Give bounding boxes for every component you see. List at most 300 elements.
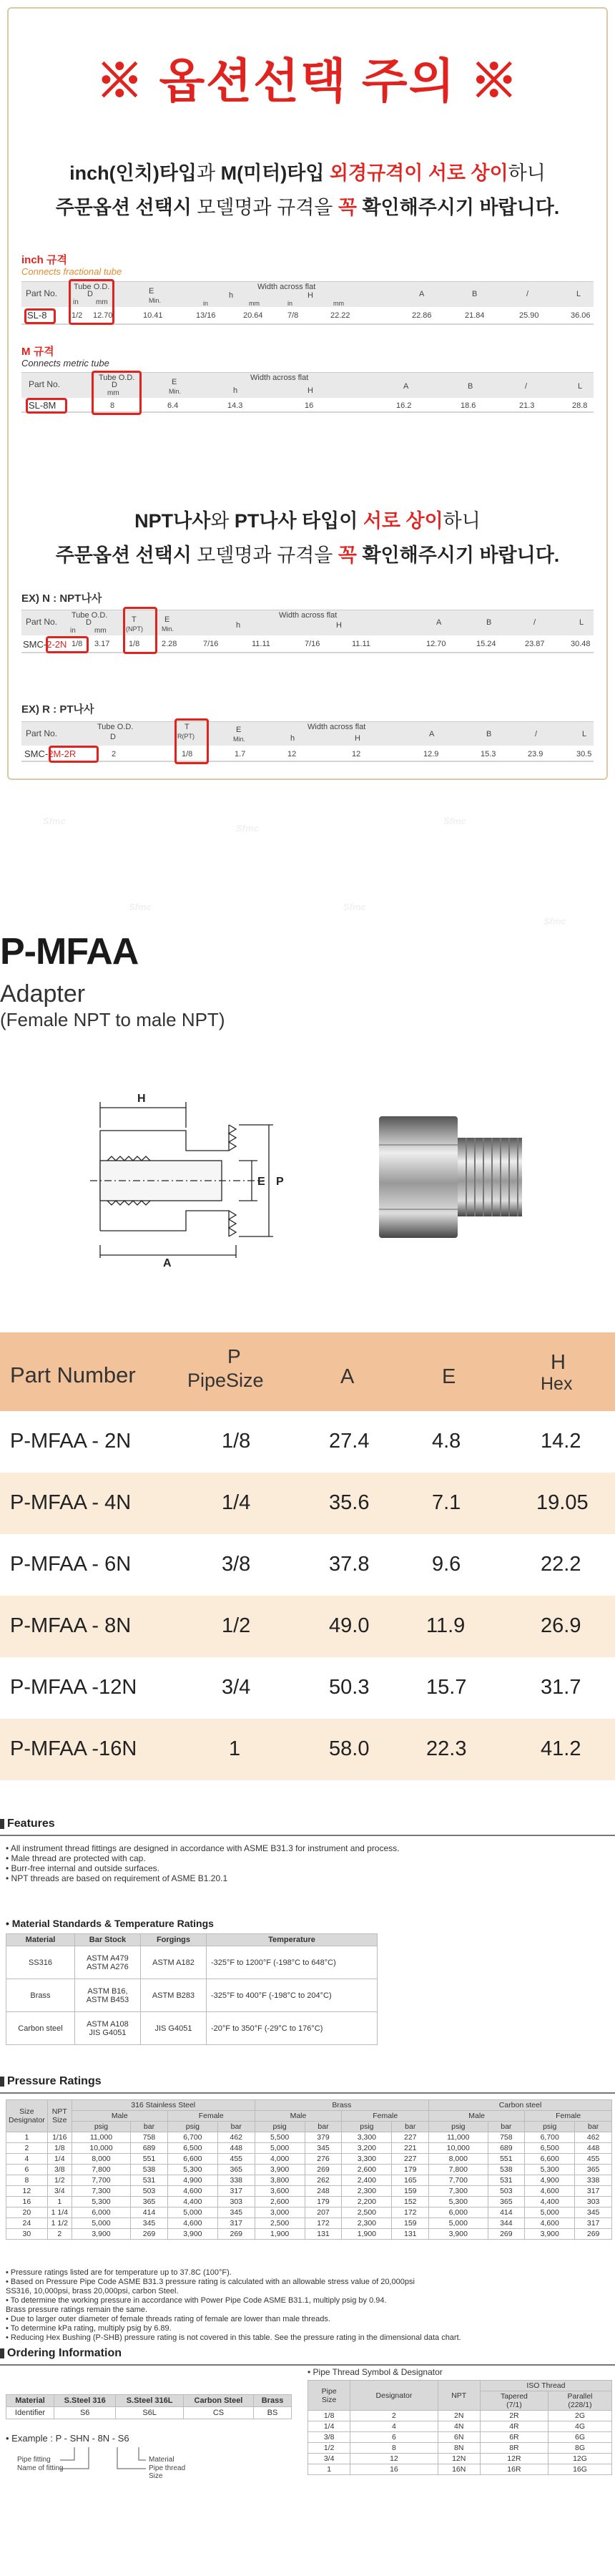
cell: 7,700 xyxy=(72,2175,130,2186)
feature-text: Male thread are protected with cap. xyxy=(11,1853,146,1863)
metric-row-H: 16 xyxy=(305,401,314,410)
cell: BS xyxy=(254,2407,292,2419)
pt-row-t: 1/8 xyxy=(182,750,193,758)
metric-row-h: 14.3 xyxy=(227,401,243,410)
notice-line-1 xyxy=(0,157,615,185)
cell: 338 xyxy=(575,2175,612,2186)
metric-hdr-slash: / xyxy=(525,382,528,391)
table-row xyxy=(6,2207,612,2218)
note-text: Pressure ratings listed are for temperature up to 37.8C (100°F). xyxy=(10,2268,232,2277)
npt-hdr-a: A xyxy=(436,618,442,627)
th-bar: bar xyxy=(392,2122,429,2132)
pt-row-l: 30.5 xyxy=(576,750,592,758)
pt-row-slash: 23.9 xyxy=(528,750,543,758)
cell-part: P-MFAA - 8N xyxy=(10,1614,132,1637)
table-row xyxy=(0,1411,615,1473)
npt-row-H-in: 7/16 xyxy=(305,640,320,648)
note-text: Based on Pressure Pipe Code ASME B31.3 pressure rating is calculated with an allowable stress value of 20,000psi xyxy=(10,2278,415,2286)
inch-hdr-e: E xyxy=(149,287,154,296)
th-bar: bar xyxy=(488,2122,525,2132)
inch-hdr-l: L xyxy=(576,290,581,298)
th-tapered: Tapered (7/1) xyxy=(480,2391,548,2411)
note: • Pressure ratings listed are for temperature up to 37.8C (100°F). xyxy=(6,2268,232,2277)
cell: 3,900 xyxy=(429,2229,488,2240)
note: • Based on Pressure Pipe Code ASME B31.3 pressure rating is calculated with an allowable stress value of 20,000psi xyxy=(6,2278,415,2286)
cell: 5,300 xyxy=(72,2197,130,2207)
npt-row-h-in: 7/16 xyxy=(203,640,219,648)
table-row xyxy=(0,1534,615,1596)
text-check: 확인해주시기 바랍니다. xyxy=(356,197,560,218)
pt-hdr-e: E xyxy=(236,726,242,734)
metric-od-highlight xyxy=(92,371,142,415)
cell: 6,000 xyxy=(429,2207,488,2218)
cell: 414 xyxy=(488,2207,525,2218)
th-male: Male xyxy=(255,2111,342,2122)
cell-a: 35.6 xyxy=(329,1491,370,1514)
cell: 8N xyxy=(438,2443,480,2454)
th-bar: bar xyxy=(305,2122,342,2132)
cell: 269 xyxy=(305,2165,342,2175)
metric-row-l: 28.8 xyxy=(572,401,588,410)
cell: SS316 xyxy=(6,1946,75,1979)
cell: 5,300 xyxy=(167,2165,217,2175)
col-h-sub: Hex xyxy=(541,1374,573,1394)
text-order-option: 주문옵션 선택시 xyxy=(55,197,192,218)
cell: 269 xyxy=(488,2229,525,2240)
cell: 3/4 xyxy=(308,2454,350,2464)
npt-hdr-l: L xyxy=(579,618,584,627)
cell: 455 xyxy=(575,2154,612,2165)
cell-h: 31.7 xyxy=(541,1676,581,1699)
metric-row-d: 8 xyxy=(110,401,115,410)
cell: 16N xyxy=(438,2464,480,2475)
cell: 758 xyxy=(488,2132,525,2143)
th-psig: psig xyxy=(342,2122,392,2132)
cell: 551 xyxy=(131,2154,168,2165)
cell: 4,600 xyxy=(167,2186,217,2197)
cell: 227 xyxy=(392,2154,429,2165)
cell: 10,000 xyxy=(72,2143,130,2154)
text-npt: NPT나사 xyxy=(134,510,211,532)
cell: 365 xyxy=(575,2165,612,2175)
note: • To determine the working pressure in accordance with Power Pipe Code ASME B31.1, multiply psig by 0.94. xyxy=(6,2296,387,2305)
cell: 1,900 xyxy=(255,2229,305,2240)
npt-row-h-mm: 11.11 xyxy=(252,640,270,648)
cell: -20°F to 350°F (-29°C to 176°C) xyxy=(207,2012,378,2045)
th-bar-stock: Bar Stock xyxy=(74,1934,140,1946)
cell-a: 27.4 xyxy=(329,1430,370,1453)
cell: 3/8 xyxy=(308,2432,350,2443)
cell: 345 xyxy=(305,2143,342,2154)
pt-hdr-d: D xyxy=(110,733,116,741)
notice-title: ※ 옵션선택 주의 ※ xyxy=(96,54,519,107)
th-forgings: Forgings xyxy=(140,1934,206,1946)
npt-hdr-t: T xyxy=(132,615,137,624)
ordering-title: Ordering Information xyxy=(7,2347,122,2359)
cell: ASTM B16, ASTM B453 xyxy=(74,1979,140,2012)
pt-hdr-H: H xyxy=(355,734,360,743)
note-text: Brass pressure ratings remain the same. xyxy=(6,2306,148,2314)
pt-part-highlight xyxy=(49,746,99,763)
npt-hdr-tsub: (NPT) xyxy=(126,625,143,633)
cell: 462 xyxy=(575,2132,612,2143)
cell: 8 xyxy=(6,2175,48,2186)
cell: 448 xyxy=(217,2143,255,2154)
th-psig: psig xyxy=(255,2122,305,2132)
table-row xyxy=(308,2464,612,2475)
cell: 3,800 xyxy=(255,2175,305,2186)
cell-a: 37.8 xyxy=(329,1553,370,1576)
cell: 4,600 xyxy=(167,2218,217,2229)
dimensions-table-header xyxy=(0,1332,615,1411)
cell: 2,600 xyxy=(255,2197,305,2207)
inch-row-mm: 12.70 xyxy=(93,311,113,320)
cell: 3,600 xyxy=(255,2186,305,2197)
pt-row-part: SMC-2M-2R xyxy=(24,748,77,759)
th: Carbon Steel xyxy=(183,2395,253,2407)
cell: 159 xyxy=(392,2186,429,2197)
cell: 5,000 xyxy=(255,2143,305,2154)
metric-row-part: SL-8M xyxy=(29,400,56,411)
cell: 6,000 xyxy=(72,2207,130,2218)
text-pt: PT나사 xyxy=(234,510,297,532)
cell: 4 xyxy=(350,2421,438,2432)
table-row xyxy=(6,2218,612,2229)
cell: 551 xyxy=(488,2154,525,2165)
cell: 131 xyxy=(392,2229,429,2240)
cell: 5,000 xyxy=(167,2207,217,2218)
note: • Due to larger outer diameter of female threads rating of female are lower than male threads. xyxy=(6,2315,330,2323)
ordering-heading xyxy=(0,2347,615,2366)
cell: 11,000 xyxy=(429,2132,488,2143)
pt-row-H: 12 xyxy=(352,750,361,758)
dim-e-label: E xyxy=(257,1176,265,1188)
table-row xyxy=(6,2197,612,2207)
cell: 221 xyxy=(392,2143,429,2154)
cell: 165 xyxy=(392,2175,429,2186)
inch-hdr-h-in: in xyxy=(203,300,209,307)
cell: ASTM B283 xyxy=(140,1979,206,2012)
watermark: Sfmc xyxy=(129,902,152,912)
npt-hdr-e: E xyxy=(164,615,170,624)
inch-hdr-a: A xyxy=(419,290,425,298)
product-photo-svg xyxy=(372,1102,529,1252)
text-type: 타입이 xyxy=(296,510,363,532)
pt-t-highlight xyxy=(174,718,209,764)
cell: 6,500 xyxy=(167,2143,217,2154)
th-bar: bar xyxy=(131,2122,168,2132)
th-designator: Designator xyxy=(350,2381,438,2411)
feature-item: • All instrument thread fittings are designed in accordance with ASME B31.3 for instrument and process. xyxy=(6,1843,400,1853)
text-must: 꼭 xyxy=(338,197,357,218)
inch-hdr-b: B xyxy=(472,290,478,298)
notice-line-4 xyxy=(0,540,615,567)
th: Brass xyxy=(254,2395,292,2407)
cell: 462 xyxy=(217,2132,255,2143)
cell: 4,900 xyxy=(167,2175,217,2186)
cell: -325°F to 400°F (-198°C to 204°C) xyxy=(207,1979,378,2012)
adapter-drawing-svg xyxy=(86,1080,300,1267)
table-row xyxy=(0,1719,615,1780)
cell: 8R xyxy=(480,2443,548,2454)
cell: 5,000 xyxy=(525,2207,575,2218)
th: Material xyxy=(6,2395,54,2407)
thread-header-row-1 xyxy=(308,2381,612,2391)
cell: 345 xyxy=(217,2207,255,2218)
inch-hdr-H-mm: mm xyxy=(333,300,344,307)
cell: -325°F to 1200°F (-198°C to 648°C) xyxy=(207,1946,378,1979)
inch-row-l: 36.06 xyxy=(571,311,591,320)
note xyxy=(6,2287,612,2296)
cell: 345 xyxy=(575,2207,612,2218)
product-photo xyxy=(372,1102,529,1252)
text-hani-2: 하니 xyxy=(443,510,481,532)
watermark: Sfmc xyxy=(43,816,66,826)
cell: 2N xyxy=(438,2411,480,2421)
inch-hdr-in: in xyxy=(73,298,79,306)
cell: 269 xyxy=(575,2229,612,2240)
cell-h: 22.2 xyxy=(541,1553,581,1576)
inch-hdr-H: H xyxy=(308,291,313,300)
npt-row-part: SMC-2-2N xyxy=(23,639,67,650)
cell: JIS G4051 xyxy=(140,2012,206,2045)
th-temperature: Temperature xyxy=(207,1934,378,1946)
npt-hdr-d: D xyxy=(86,618,92,627)
cell: 5,500 xyxy=(255,2132,305,2143)
cell: 5,000 xyxy=(72,2218,130,2229)
cell: 6 xyxy=(350,2432,438,2443)
watermark: Sfmc xyxy=(236,823,259,834)
metric-sub: Connects metric tube xyxy=(21,358,109,369)
inch-hdr-d: D xyxy=(87,290,93,298)
npt-hdr-H: H xyxy=(336,621,342,630)
cell: 8,000 xyxy=(72,2154,130,2165)
cell-part: P-MFAA -16N xyxy=(10,1737,137,1760)
inch-row-part: SL-8 xyxy=(27,310,47,321)
watermark: Sfmc xyxy=(543,916,566,927)
th-female: Female xyxy=(167,2111,255,2122)
th-female: Female xyxy=(525,2111,612,2122)
note: • Reducing Hex Bushing (P-SHB) pressure rating is not covered in this table. See the pressure rating in the dimensional data chart. xyxy=(6,2333,461,2342)
th-size: Size Designator xyxy=(6,2100,48,2132)
cell: 7,300 xyxy=(72,2186,130,2197)
cell: 689 xyxy=(131,2143,168,2154)
cell: 531 xyxy=(131,2175,168,2186)
pt-label: EX) R : PT나사 xyxy=(21,703,94,716)
npt-row-e: 2.28 xyxy=(162,640,177,648)
inch-hdr-H-in: in xyxy=(287,300,293,307)
inch-row-b: 21.84 xyxy=(465,311,485,320)
cell: 303 xyxy=(575,2197,612,2207)
cell: 6G xyxy=(548,2432,612,2443)
pt-hdr-od: Tube O.D. xyxy=(97,723,134,731)
cell: 172 xyxy=(305,2218,342,2229)
cell: 262 xyxy=(305,2175,342,2186)
inch-hdr-mm: mm xyxy=(96,298,108,306)
table-row xyxy=(6,2407,292,2419)
pt-table xyxy=(21,721,594,766)
inch-row-h-mm: 20.64 xyxy=(243,311,263,320)
cell: S6L xyxy=(116,2407,184,2419)
inch-row-e: 10.41 xyxy=(143,311,163,320)
product-code: P-MFAA xyxy=(0,931,139,972)
th-bar: bar xyxy=(575,2122,612,2132)
cell: 758 xyxy=(131,2132,168,2143)
col-a: A xyxy=(340,1365,355,1388)
metric-hdr-part: Part No. xyxy=(29,379,61,389)
cell: Carbon steel xyxy=(6,2012,75,2045)
table-row xyxy=(308,2432,612,2443)
cell: 11,000 xyxy=(72,2132,130,2143)
th-material: Material xyxy=(6,1934,75,1946)
metric-hdr-od: Tube O.D. xyxy=(99,374,135,382)
cell: 538 xyxy=(131,2165,168,2175)
cell: 344 xyxy=(488,2218,525,2229)
cell: 6,700 xyxy=(525,2132,575,2143)
features-heading xyxy=(0,1818,615,1836)
cell: 365 xyxy=(131,2197,168,2207)
table-row xyxy=(308,2443,612,2454)
pt-hdr-t: T xyxy=(184,723,190,731)
cell: 6,500 xyxy=(525,2143,575,2154)
metric-row-b: 18.6 xyxy=(461,401,476,410)
cell-h: 14.2 xyxy=(541,1430,581,1453)
text-hani: 하니 xyxy=(508,162,546,184)
pt-hdr-part: Part No. xyxy=(26,728,58,738)
cell: 2,300 xyxy=(342,2186,392,2197)
pressure-title: Pressure Ratings xyxy=(7,2075,102,2087)
cell: 4,000 xyxy=(255,2154,305,2165)
inch-part-highlight xyxy=(24,308,56,324)
feature-text: All instrument thread fittings are designed in accordance with ASME B31.3 for instrument and process. xyxy=(10,1843,400,1853)
inch-hdr-waf: Width across flat xyxy=(257,283,316,291)
cell: 12 xyxy=(6,2186,48,2197)
col-part-number: Part Number xyxy=(10,1362,136,1387)
note: • To determine kPa rating, multiply psig by 6.89. xyxy=(6,2324,172,2333)
cell: 12G xyxy=(548,2454,612,2464)
cell: 2G xyxy=(548,2411,612,2421)
feature-item: • NPT threads are based on requirement of ASME B1.20.1 xyxy=(6,1873,228,1883)
table-row xyxy=(0,1473,615,1534)
cell: 2,500 xyxy=(255,2218,305,2229)
metric-row-e: 6.4 xyxy=(167,401,179,410)
pt-hdr-b: B xyxy=(486,730,492,738)
text-diff-2: 서로 상이 xyxy=(363,510,443,532)
table-row xyxy=(0,1596,615,1657)
th-psig: psig xyxy=(429,2122,488,2132)
metric-label: M 규격 xyxy=(21,346,54,358)
table-row xyxy=(308,2421,612,2432)
note-text: To determine kPa rating, multiply psig by 6.89. xyxy=(10,2324,172,2333)
cell: 4 xyxy=(6,2154,48,2165)
inch-row-slash: 25.90 xyxy=(519,311,539,320)
npt-hdr-waf: Width across flat xyxy=(279,611,338,620)
npt-label: EX) N : NPT나사 xyxy=(21,592,102,605)
inch-hdr-h-mm: mm xyxy=(249,300,260,307)
inch-label: inch 규격 xyxy=(21,254,67,266)
table-row xyxy=(6,2229,612,2240)
note-text: To determine the working pressure in accordance with Power Pipe Code ASME B31.1, multiply psig by 0.94. xyxy=(10,2296,387,2305)
cell: 6,600 xyxy=(167,2154,217,2165)
cell: 3,300 xyxy=(342,2132,392,2143)
inch-hdr-part: Part No. xyxy=(26,288,58,298)
th-psig: psig xyxy=(72,2122,130,2132)
text-wa: 와 xyxy=(210,510,235,532)
pt-hdr-min: Min. xyxy=(233,736,246,743)
metric-hdr-e: E xyxy=(172,378,177,386)
cell: 345 xyxy=(131,2218,168,2229)
th-iso: ISO Thread xyxy=(480,2381,611,2391)
npt-hdr-od: Tube O.D. xyxy=(72,611,108,620)
watermark: Sfmc xyxy=(443,816,466,826)
inch-od-highlight xyxy=(69,279,114,325)
dim-p-label: P xyxy=(276,1176,284,1188)
cell-p: 1/4 xyxy=(222,1491,251,1514)
cell: 7,800 xyxy=(72,2165,130,2175)
cell: 20 xyxy=(6,2207,48,2218)
cell: 8,000 xyxy=(429,2154,488,2165)
npt-row-a: 12.70 xyxy=(426,640,446,648)
cell: 1 1/2 xyxy=(47,2218,72,2229)
thread-table xyxy=(308,2380,612,2475)
npt-row-l: 30.48 xyxy=(571,640,591,648)
notice-line-3 xyxy=(0,505,615,533)
cell: 689 xyxy=(488,2143,525,2154)
pressure-heading xyxy=(0,2075,615,2094)
npt-hdr-mm: mm xyxy=(94,627,107,635)
npt-row-slash: 23.87 xyxy=(525,640,545,648)
cell: 2,300 xyxy=(342,2218,392,2229)
pt-hdr-waf: Width across flat xyxy=(308,723,366,731)
cell: ASTM A182 xyxy=(140,1946,206,1979)
cell: 2,600 xyxy=(342,2165,392,2175)
pt-row-b: 15.3 xyxy=(481,750,496,758)
cell: 6N xyxy=(438,2432,480,2443)
table-row xyxy=(6,2186,612,2197)
text-m-type: M(미터)타입 xyxy=(220,162,325,184)
cell: 365 xyxy=(488,2197,525,2207)
npt-hdr-b: B xyxy=(486,618,492,627)
cell: 414 xyxy=(131,2207,168,2218)
product-desc: (Female NPT to male NPT) xyxy=(0,1009,225,1030)
th-pipe-size: Pipe Size xyxy=(308,2381,350,2411)
label-thread-size: Pipe thread Size xyxy=(149,2464,186,2480)
metric-hdr-b: B xyxy=(468,382,473,391)
cell: 317 xyxy=(575,2186,612,2197)
npt-row-H-mm: 11.11 xyxy=(352,640,370,648)
cell: 317 xyxy=(217,2186,255,2197)
npt-t-highlight xyxy=(123,607,157,654)
text-must-2: 꼭 xyxy=(338,545,357,566)
col-h: H xyxy=(551,1351,566,1374)
metric-part-highlight xyxy=(26,398,67,414)
cell: 248 xyxy=(305,2186,342,2197)
cell: 1/4 xyxy=(308,2421,350,2432)
cell: 8G xyxy=(548,2443,612,2454)
feature-item: • Burr-free internal and outside surfaces. xyxy=(6,1863,159,1873)
inch-hdr-min: Min. xyxy=(149,297,162,304)
cell: 317 xyxy=(217,2218,255,2229)
cell: 503 xyxy=(131,2186,168,2197)
cell: 4,400 xyxy=(525,2197,575,2207)
col-p: P xyxy=(227,1345,241,1367)
cell-p: 1/8 xyxy=(222,1430,251,1453)
cell-p: 1 xyxy=(229,1737,241,1760)
cell: 2,400 xyxy=(342,2175,392,2186)
cell: 1/2 xyxy=(47,2175,72,2186)
pt-hdr-l: L xyxy=(582,730,587,738)
metric-hdr-a: A xyxy=(403,382,409,391)
